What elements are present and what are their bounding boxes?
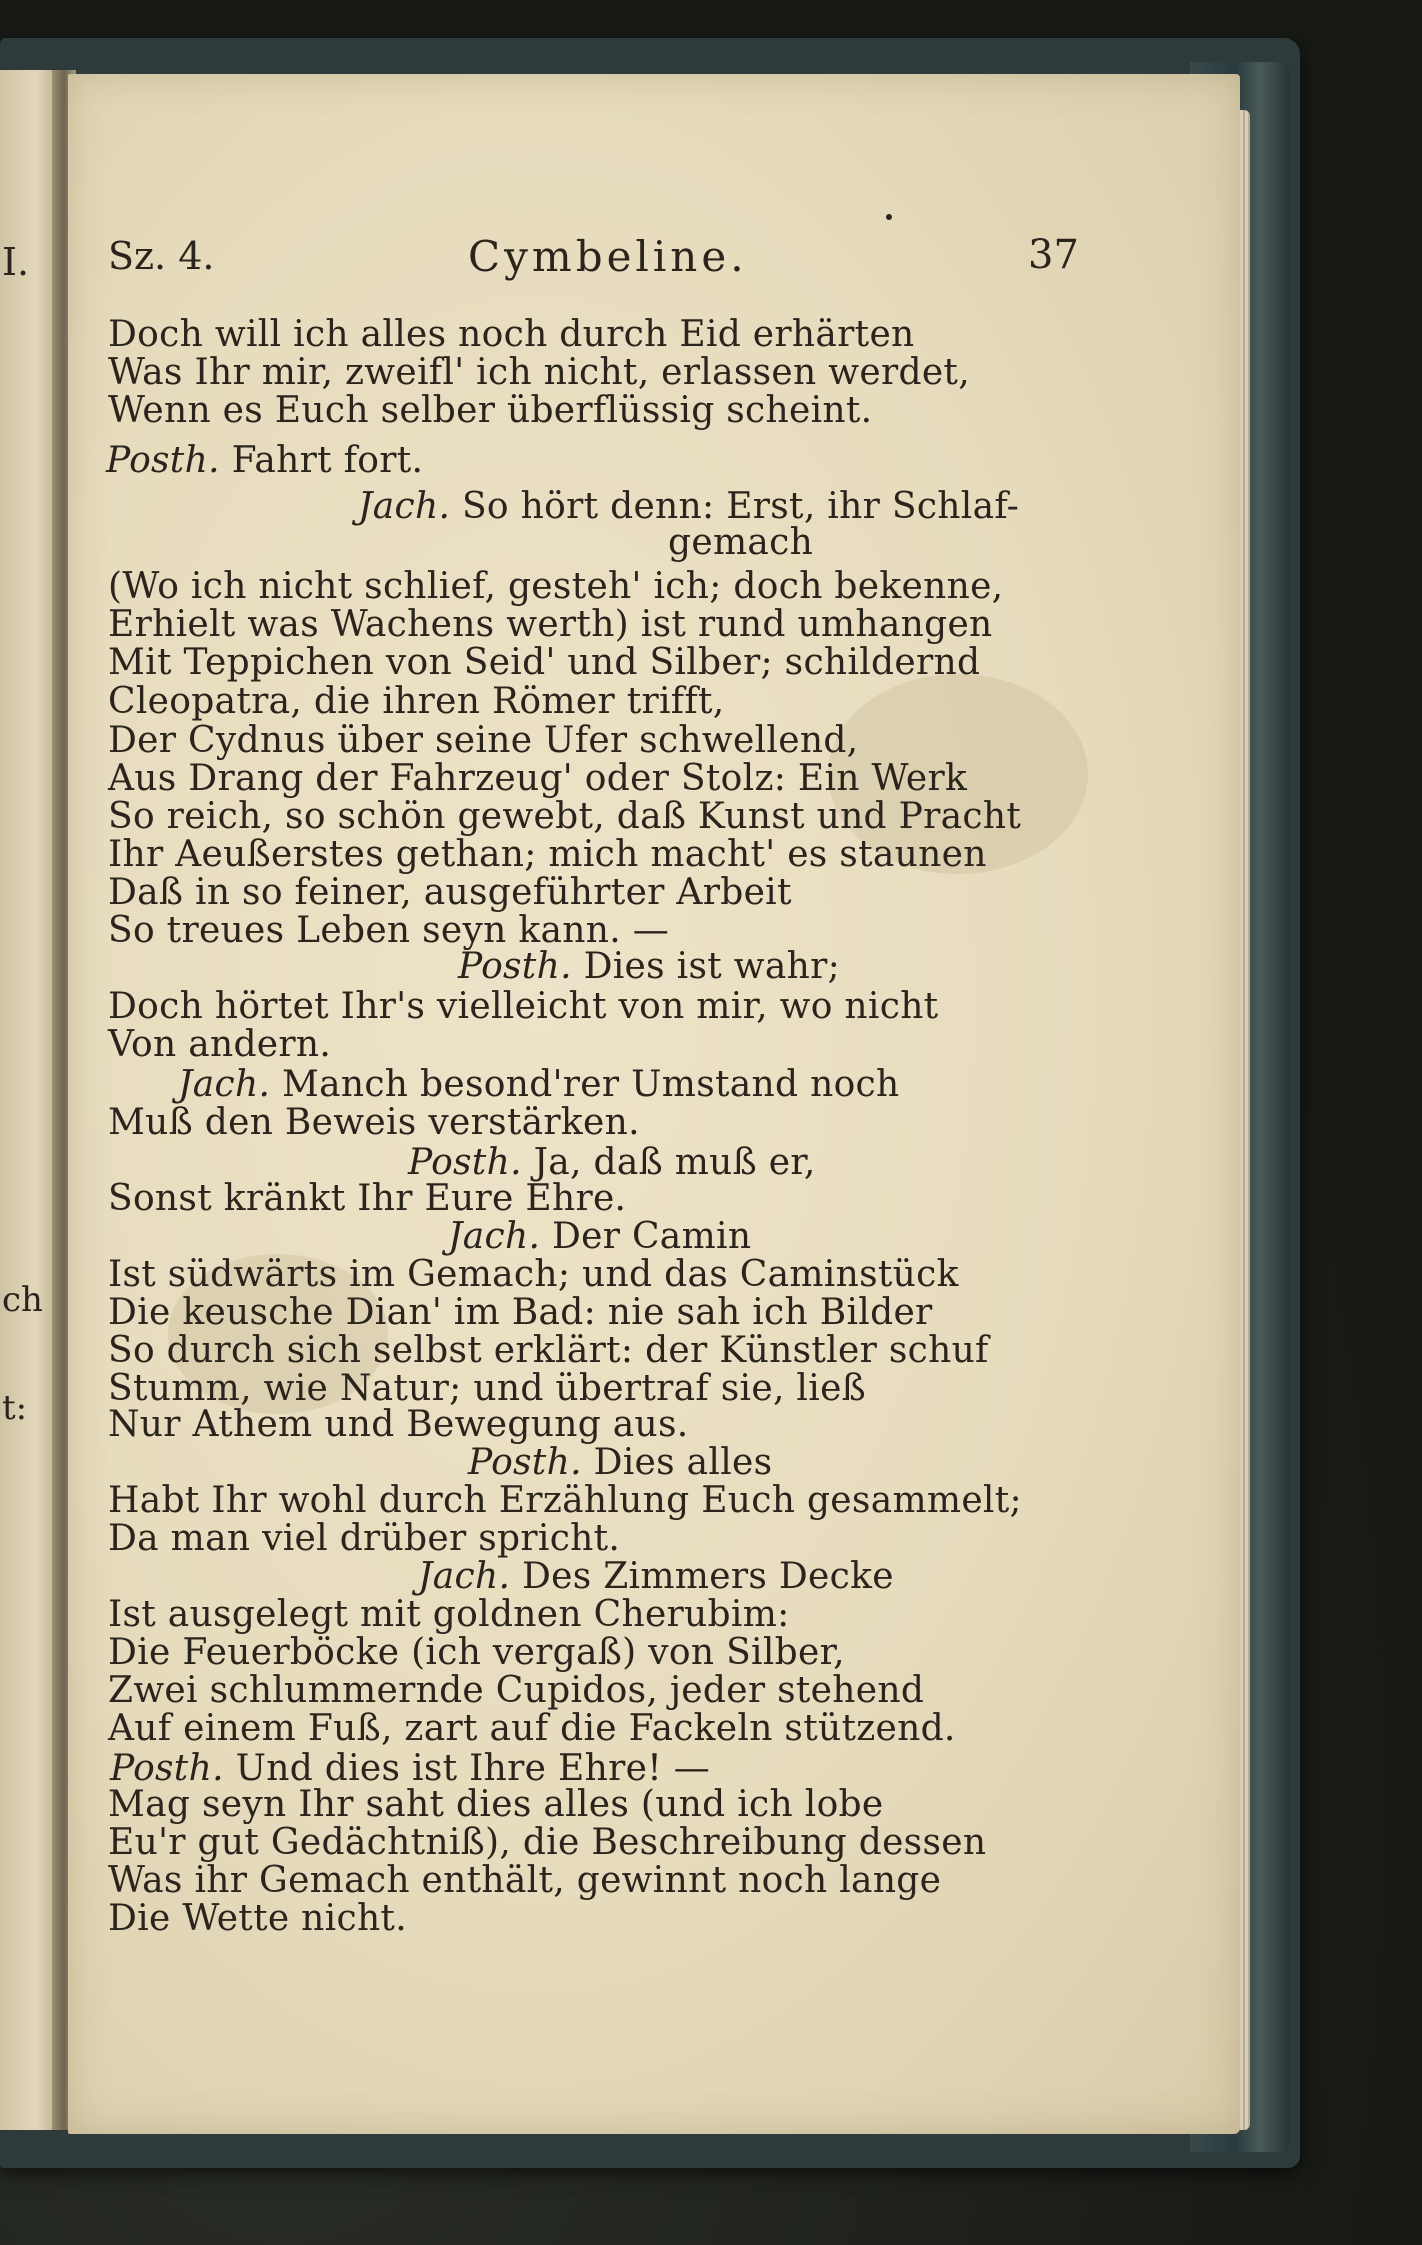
verse-line [108, 872, 792, 913]
left-page-fragment: ch [2, 1280, 43, 1320]
line-text: Die keusche Dian' im Bad: nie sah ich Bilder [108, 1292, 933, 1333]
verse-line [108, 1822, 986, 1863]
line-text: Zwei schlummernde Cupidos, jeder stehend [108, 1670, 925, 1711]
verse-line [108, 642, 980, 683]
line-text: Sonst kränkt Ihr Eure Ehre. [108, 1178, 627, 1219]
line-text: So durch sich selbst erklärt: der Künstler schuf [108, 1330, 989, 1371]
line-text: Manch besond'rer Umstand noch [281, 1064, 900, 1105]
speaker-name: Jach. [178, 1064, 271, 1105]
line-text: Auf einem Fuß, zart auf die Fackeln stützend. [108, 1708, 956, 1749]
ink-speck [886, 214, 892, 220]
line-text: Daß in so feiner, ausgeführter Arbeit [108, 872, 792, 913]
line-text: Doch hörtet Ihr's vielleicht von mir, wo nicht [108, 986, 939, 1027]
left-page-fragment: t: [2, 1388, 28, 1428]
line-text: Dies alles [593, 1442, 773, 1483]
speech-line [110, 1748, 710, 1789]
scene-label: Sz. 4. [108, 234, 215, 278]
line-text: Doch will ich alles noch durch Eid erhärten [108, 314, 915, 355]
verse-line [668, 522, 813, 563]
line-text: Der Camin [551, 1216, 752, 1257]
verse-line [108, 1480, 1022, 1521]
line-text: So hört denn: Erst, ihr Schlaf- [461, 486, 1020, 527]
line-text: Die Feuerböcke (ich vergaß) von Silber, [108, 1632, 845, 1673]
speaker-name: Posth. [468, 1442, 582, 1483]
line-text: Ist ausgelegt mit goldnen Cherubim: [108, 1594, 790, 1635]
speaker-name: Jach. [448, 1216, 541, 1257]
line-text: Erhielt was Wachens werth) ist rund umhangen [108, 604, 993, 645]
speech-line [448, 1216, 751, 1257]
verse-line [108, 1102, 640, 1143]
speaker-name: Posth. [458, 946, 572, 987]
speaker-name: Posth. [106, 440, 220, 481]
verse-line [108, 1784, 884, 1825]
verse-line [108, 1404, 689, 1445]
verse-line [108, 1368, 866, 1409]
left-page-fragment: I. [2, 240, 30, 284]
line-text: Die Wette nicht. [108, 1898, 407, 1939]
verse-line [108, 604, 993, 645]
speaker-name: Posth. [408, 1142, 522, 1183]
line-text: Ist südwärts im Gemach; und das Caminstück [108, 1254, 959, 1295]
line-text: Aus Drang der Fahrzeug' oder Stolz: Ein Werk [108, 758, 968, 799]
verse-line [108, 910, 669, 951]
line-text: Muß den Beweis verstärken. [108, 1102, 640, 1143]
verse-line [108, 314, 915, 355]
verse-line [108, 1860, 941, 1901]
line-text: gemach [668, 522, 814, 563]
verse-line [108, 352, 970, 393]
verse-line [108, 986, 938, 1027]
line-text: Wenn es Euch selber überflüssig scheint. [108, 390, 873, 431]
verse-line [108, 1518, 620, 1559]
line-text: Dies ist wahr; [583, 946, 841, 987]
line-text: Eu'r gut Gedächtniß), die Beschreibung dessen [108, 1822, 987, 1863]
line-text: Fahrt fort. [231, 440, 424, 481]
verse-line [108, 1670, 924, 1711]
verse-line [108, 1254, 959, 1295]
speech-line [468, 1442, 772, 1483]
line-text: Mit Teppichen von Seid' und Silber; schildernd [108, 642, 981, 683]
verse-line [108, 1708, 956, 1749]
line-text: (Wo ich nicht schlief, gesteh' ich; doch bekenne, [108, 566, 1004, 607]
line-text: Und dies ist Ihre Ehre! — [235, 1748, 711, 1789]
line-text: Stumm, wie Natur; und übertraf sie, ließ [108, 1368, 867, 1409]
line-text: Ja, daß muß er, [533, 1142, 816, 1183]
page-number: 37 [1028, 232, 1079, 278]
speaker-name: Posth. [110, 1748, 224, 1789]
verse-line [108, 834, 987, 875]
speech-line [106, 440, 423, 481]
verse-line [108, 1594, 790, 1635]
line-text: Von andern. [108, 1024, 332, 1065]
line-text: So reich, so schön gewebt, daß Kunst und Pracht [108, 796, 1022, 837]
verse-line [108, 566, 1003, 607]
speech-line [178, 1064, 900, 1105]
left-page [0, 70, 60, 2130]
line-text: Des Zimmers Decke [521, 1556, 894, 1597]
line-text: Der Cydnus über seine Ufer schwellend, [108, 720, 859, 761]
verse-line [108, 1632, 845, 1673]
running-title: Cymbeline. [468, 232, 748, 281]
verse-line [108, 1330, 989, 1371]
line-text: Cleopatra, die ihren Römer trifft, [108, 681, 725, 722]
line-text: Nur Athem und Bewegung aus. [108, 1404, 689, 1445]
book-page [68, 74, 1240, 2134]
line-text: Habt Ihr wohl durch Erzählung Euch gesammelt; [108, 1480, 1022, 1521]
line-text: Mag seyn Ihr saht dies alles (und ich lobe [108, 1784, 884, 1825]
verse-line [108, 1178, 626, 1219]
line-text: So treues Leben seyn kann. — [108, 910, 670, 951]
verse-line [108, 758, 967, 799]
line-text: Ihr Aeußerstes gethan; mich macht' es staunen [108, 834, 987, 875]
speech-line [358, 486, 1019, 527]
speaker-name: Jach. [418, 1556, 511, 1597]
line-text: Was Ihr mir, zweifl' ich nicht, erlassen werdet, [108, 352, 970, 393]
line-text: Was ihr Gemach enthält, gewinnt noch lange [108, 1860, 942, 1901]
verse-line [108, 1024, 331, 1065]
verse-line [108, 681, 725, 722]
verse-line [108, 1898, 407, 1939]
verse-line [108, 720, 858, 761]
speaker-name: Jach. [358, 486, 451, 527]
speech-line [408, 1142, 816, 1183]
speech-line [418, 1556, 894, 1597]
line-text: Da man viel drüber spricht. [108, 1518, 621, 1559]
verse-line [108, 796, 1021, 837]
verse-line [108, 390, 872, 431]
verse-line [108, 1292, 933, 1333]
speech-line [458, 946, 840, 987]
